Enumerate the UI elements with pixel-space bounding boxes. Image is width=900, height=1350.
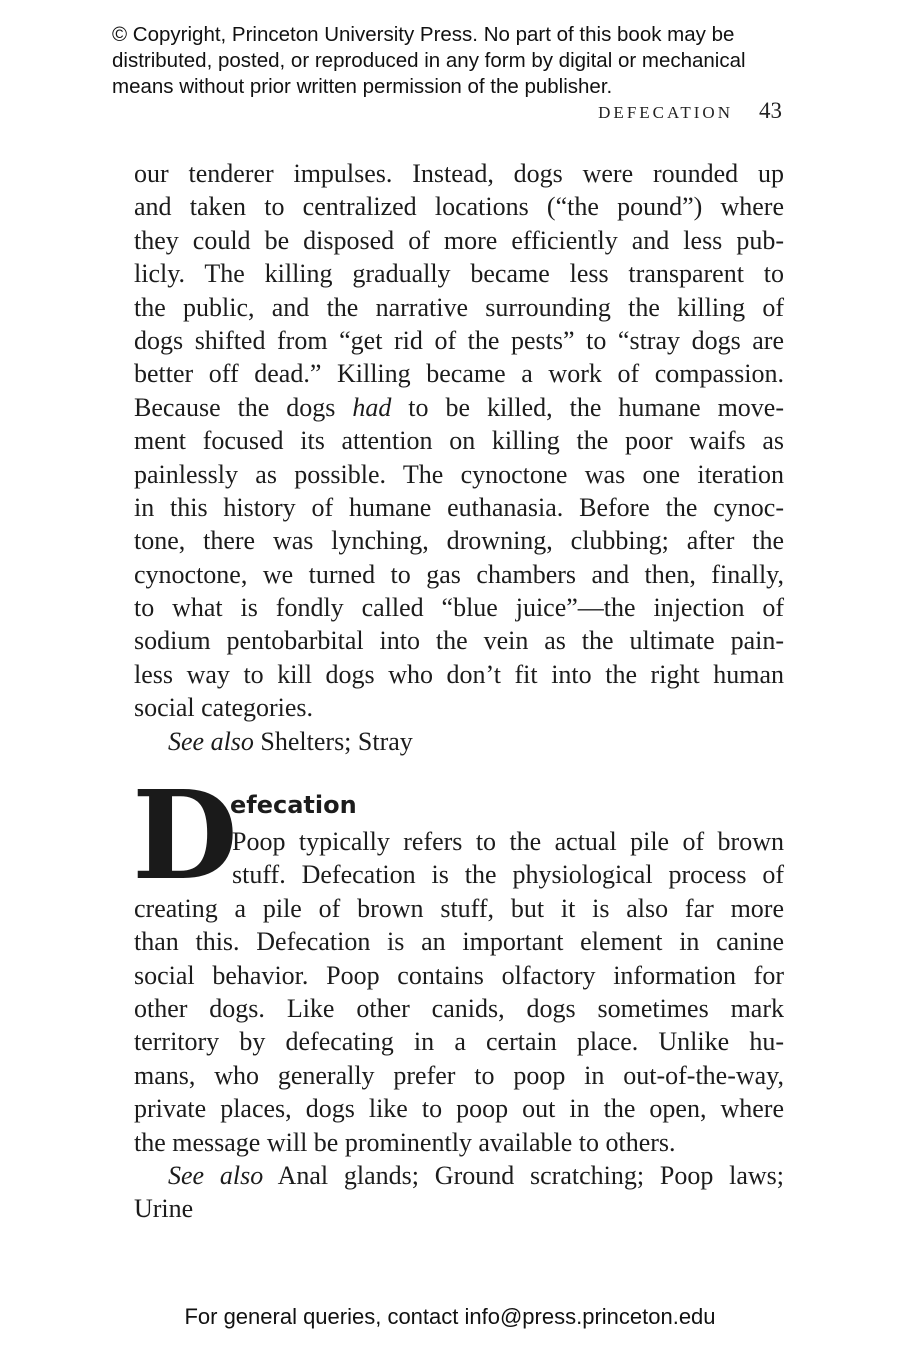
text-line: painlessly as possible. The cynoctone was one iteration (134, 459, 784, 489)
text-line: less way to kill dogs who don’t fit into the right human (134, 659, 784, 689)
text-line: social behavior. Poop contains olfactory information for (134, 960, 784, 990)
see-also (134, 725, 784, 758)
text-line: social categories. (134, 693, 314, 723)
text-line: our tenderer impulses. Instead, dogs were rounded up (134, 159, 784, 188)
text-line: better off dead.” Killing became a work of compassion. (134, 359, 784, 389)
text-line: the public, and the narrative surrounding the killing of (134, 292, 784, 322)
text-line: tone, there was lynching, drowning, clubbing; after the (134, 526, 784, 556)
text-line: than this. Defecation is an important element in canine (134, 927, 784, 957)
text-line: creating a pile of brown stuff, but it is also far more (134, 893, 784, 923)
copyright-notice: © Copyright, Princeton University Press. No part of this book may be distributed, posted, or reproduced in any form by digital or mechanical means without prior written permission of the publisher. (112, 23, 746, 98)
text-line: in this history of humane euthanasia. Before the cynoc- (134, 492, 784, 522)
text-line: ment focused its attention on killing the poor waifs as (134, 426, 784, 456)
continued-paragraph (134, 157, 784, 758)
see-also-label: See also (168, 1160, 264, 1190)
text-line: and taken to centralized locations (“the pound”) where (134, 192, 784, 222)
drop-cap: D (132, 763, 238, 907)
text-line: they could be disposed of more efficiently and less pub- (134, 225, 784, 255)
see-also (134, 1159, 784, 1192)
text-line: dogs shifted from “get rid of the pests” to “stray dogs are (134, 325, 784, 355)
text-line: the message will be prominently available to others. (134, 1127, 676, 1157)
text-run: Because the dogs (134, 392, 353, 422)
text-line: mans, who generally prefer to poop in out-of-the-way, (134, 1060, 784, 1090)
emphasis: had (352, 392, 392, 422)
text-line: sodium pentobarbital into the vein as the ultimate pain- (134, 626, 784, 656)
text-run: to be killed, the humane move- (391, 392, 784, 422)
see-also-label: See also (168, 726, 254, 756)
running-head (598, 98, 782, 124)
text-line: licly. The killing gradually became less transparent to (134, 259, 784, 289)
text-line: stuff. Defecation is the physiological process of (232, 860, 784, 890)
page-number: 43 (759, 98, 782, 123)
see-also-refs: Anal glands; Ground scratching; Poop laws; (263, 1160, 785, 1190)
see-also-refs: Shelters; Stray (253, 726, 413, 756)
text-line: territory by defecating in a certain place. Unlike hu- (134, 1027, 784, 1057)
text-line: to what is fondly called “blue juice”—the injection of (134, 593, 784, 623)
text-line: other dogs. Like other canids, dogs sometimes mark (134, 993, 784, 1023)
text-line (134, 391, 784, 424)
running-head-title: DEFECATION (598, 103, 733, 122)
text-line: private places, dogs like to poop out in the open, where (134, 1094, 784, 1124)
text-line: Poop typically refers to the actual pile of brown (232, 827, 784, 856)
entry-body (134, 825, 784, 1226)
text-line: cynoctone, we turned to gas chambers and then, finally, (134, 559, 784, 589)
entry-headword: efecation (230, 791, 357, 819)
footer-contact: For general queries, contact info@press.princeton.edu (184, 1304, 716, 1329)
see-also-refs-continued: Urine (134, 1194, 194, 1224)
